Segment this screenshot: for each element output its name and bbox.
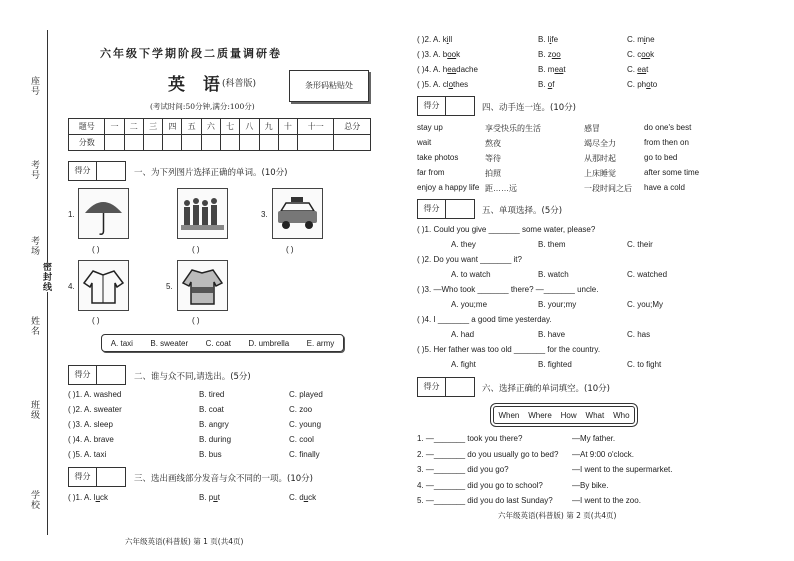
match-chinese-right[interactable]: 竭尽全力 [584, 139, 616, 148]
score-table-header-cell: 二 [124, 119, 143, 135]
underlined-letters: u [303, 493, 309, 502]
choice-question[interactable]: ( )2. Do you want _______ it? [417, 255, 522, 264]
word-who: Who [613, 410, 630, 420]
option-b: B. angry [199, 420, 229, 429]
word-part: C. d [289, 493, 304, 502]
score-cell[interactable] [259, 135, 278, 151]
fill-word-box [493, 406, 635, 424]
word-part: ( )1. A. l [68, 493, 96, 502]
underlined-letters: i [643, 35, 646, 44]
score-cell[interactable] [124, 135, 143, 151]
seal-line-label: 密封线 [41, 262, 51, 292]
underlined-letters: o [547, 80, 553, 89]
fill-answer: —I went to the zoo. [572, 496, 641, 505]
coat-picture [78, 260, 129, 311]
word-part: B. l [538, 35, 550, 44]
army-picture [177, 188, 228, 239]
option-c: C. finally [289, 450, 320, 459]
option-c: C. zoo [289, 405, 313, 414]
taxi-picture [272, 188, 323, 239]
class-label: 班级 [29, 400, 39, 420]
option-b: B. tired [199, 390, 225, 399]
section2-heading: 二、谁与众不同,请选出。(5分) [134, 372, 251, 382]
word-part: t [563, 65, 566, 74]
pic-number-4: 4. [68, 282, 75, 291]
match-chinese-left[interactable]: 等待 [485, 154, 501, 163]
option-b: B. during [199, 435, 232, 444]
section2-score-box[interactable] [68, 365, 126, 385]
score-table-header-cell: 十 [278, 119, 297, 135]
choice-question[interactable]: ( )5. Her father was too old _______ for the country. [417, 345, 601, 354]
exam-title: 六年级下学期阶段二质量调研卷 [100, 47, 282, 60]
choice-option-b: B. your;my [538, 300, 577, 309]
fill-answer: —I went to the supermarket. [572, 465, 673, 474]
score-table-header-cell: 题号 [69, 119, 105, 135]
choice-option-a: A. you;me [451, 300, 488, 309]
name-label: 姓名 [29, 316, 39, 336]
option-sweater: B. sweater [150, 338, 189, 348]
option-c [627, 50, 654, 59]
choice-question[interactable]: ( )1. Could you give _______ some water, please? [417, 225, 596, 234]
answer-paren-3[interactable]: ( ) [286, 245, 294, 254]
underlined-letters: ea [447, 65, 457, 74]
answer-paren-4[interactable]: ( ) [92, 316, 100, 325]
option-c [627, 65, 648, 74]
seat-number-label: 座号 [29, 76, 39, 96]
word-how: How [560, 410, 577, 420]
barcode-area: 条形码粘贴处 [289, 70, 369, 102]
option-b [538, 80, 554, 89]
exam-info: (考试时间:50分钟,满分:100分) [150, 102, 255, 111]
page1-footer: 六年级英语(科普版) 第 1 页(共4页) [125, 537, 244, 546]
score-table-row-label: 分数 [69, 135, 105, 151]
fill-answer: —My father. [572, 434, 616, 443]
match-english-right[interactable]: have a cold [644, 183, 685, 192]
match-english-right[interactable]: from then on [644, 138, 689, 147]
option-b [538, 35, 558, 44]
word-part: ( )3. A. b [417, 50, 448, 59]
match-english-left[interactable]: stay up [417, 123, 443, 132]
option-c [627, 35, 655, 44]
match-english-left[interactable]: far from [417, 168, 445, 177]
option-taxi: A. taxi [110, 338, 133, 348]
choice-option-a: A. had [451, 330, 475, 339]
word-part: k [456, 50, 461, 59]
fill-question[interactable]: 1. —_______ took you there? [417, 434, 523, 443]
score-table-header-cell: 四 [163, 119, 182, 135]
word-part: to [650, 80, 658, 89]
section6-score-box[interactable] [417, 377, 475, 397]
choice-option-b: B. fighted [538, 360, 572, 369]
underlined-letters: o [448, 80, 454, 89]
section4-heading: 四、动手连一连。(10分) [482, 103, 576, 113]
word-part: k [650, 50, 655, 59]
match-english-left[interactable]: take photos [417, 153, 459, 162]
choice-option-c: C. watched [627, 270, 668, 279]
word-part: ck [100, 493, 109, 502]
match-english-right[interactable]: after some time [644, 168, 700, 177]
pronunciation-question[interactable] [417, 35, 452, 44]
underlined-letters: i [549, 35, 552, 44]
underlined-letters: ea [637, 65, 647, 74]
option-c [627, 80, 657, 89]
choice-question[interactable]: ( )4. I _______ a good time yesterday. [417, 315, 552, 324]
score-label: 得分 [69, 366, 97, 384]
choice-option-c: C. you;My [627, 300, 664, 309]
word-what: What [585, 410, 605, 420]
choice-option-b: B. watch [538, 270, 569, 279]
option-c: C. played [289, 390, 323, 399]
choice-option-c: C. to fight [627, 360, 662, 369]
underlined-letters: ea [554, 65, 564, 74]
school-label: 学校 [29, 490, 39, 510]
underlined-letters: oo [447, 50, 457, 59]
option-umbrella: D. umbrella [248, 338, 290, 348]
underlined-letters: o [646, 80, 651, 89]
score-cell[interactable] [334, 135, 371, 151]
score-label: 得分 [418, 378, 446, 396]
word-part: t [217, 493, 220, 502]
score-cell[interactable] [298, 135, 334, 151]
section1-score-box[interactable] [68, 161, 126, 181]
match-english-right[interactable]: do one's best [644, 123, 692, 132]
score-cell[interactable] [105, 135, 124, 151]
underlined-letters: u [213, 493, 218, 502]
match-chinese-right[interactable]: 一段时间之后 [584, 184, 632, 193]
choice-option-c: C. their [627, 240, 653, 249]
option-coat: C. coat [205, 338, 231, 348]
fill-question[interactable]: 2. —_______ do you usually go to bed? [417, 449, 559, 459]
pic-number-5: 5. [166, 282, 173, 291]
fill-question[interactable]: 5. —_______ did you do last Sunday? [417, 496, 553, 505]
word-part: B. [538, 80, 548, 89]
choice-option-a: A. to watch [451, 270, 491, 279]
score-table-header-cell: 六 [201, 119, 220, 135]
word-part: ll [448, 35, 453, 44]
pronunciation-question[interactable] [417, 50, 460, 59]
option-c: C. cool [289, 435, 314, 444]
pic-number-3: 3. [261, 210, 268, 219]
score-table [68, 118, 371, 151]
score-cell[interactable] [240, 135, 259, 151]
odd-one-question[interactable]: ( )5. A. taxi [68, 450, 107, 459]
score-cell[interactable] [221, 135, 240, 151]
match-chinese-left[interactable]: 享受快乐的生活 [485, 124, 541, 133]
match-chinese-left[interactable]: 距……远 [485, 184, 517, 193]
word-when: When [498, 410, 520, 420]
score-table-header-cell: 十一 [298, 119, 334, 135]
match-chinese-right[interactable]: 感冒 [584, 124, 600, 133]
word-part: thes [453, 80, 469, 89]
match-chinese-right[interactable]: 从那时起 [584, 154, 616, 163]
section6-heading: 六、选择正确的单词填空。(10分) [482, 384, 610, 394]
match-chinese-left[interactable]: 熬夜 [485, 139, 501, 148]
word-part: ( )2. A. k [417, 35, 447, 44]
score-cell[interactable] [143, 135, 162, 151]
pronunciation-question[interactable] [68, 493, 108, 502]
match-english-left[interactable]: enjoy a happy life [417, 183, 480, 192]
score-cell[interactable] [182, 135, 201, 151]
exam-room-label: 考场 [29, 236, 39, 256]
odd-one-question[interactable]: ( )2. A. sweater [68, 405, 122, 414]
option-c [289, 493, 316, 502]
pronunciation-question[interactable] [417, 65, 478, 74]
score-cell[interactable] [163, 135, 182, 151]
choice-option-a: A. they [451, 240, 476, 249]
score-label: 得分 [418, 200, 446, 218]
word-part: B. p [199, 493, 214, 502]
choice-option-c: C. has [627, 330, 651, 339]
section3-heading: 三、选出画线部分发音与众不同的一项。(10分) [134, 474, 313, 484]
word-part: B. z [538, 50, 552, 59]
score-cell[interactable] [201, 135, 220, 151]
fill-question[interactable]: 4. —_______ did you go to school? [417, 480, 543, 490]
section1-heading: 一、为下列图片选择正确的单词。(10分) [134, 168, 288, 178]
score-cell[interactable] [278, 135, 297, 151]
section5-score-box[interactable] [417, 199, 475, 219]
score-table-header-cell: 五 [182, 119, 201, 135]
pronunciation-question[interactable] [417, 80, 468, 89]
section4-score-box[interactable] [417, 96, 475, 116]
option-b [199, 493, 220, 502]
exam-number-label: 考号 [29, 160, 39, 180]
word-part: dache [456, 65, 478, 74]
word-part: C. c [627, 50, 642, 59]
option-b: B. bus [199, 450, 222, 459]
match-chinese-right[interactable]: 上床睡觉 [584, 169, 616, 178]
odd-one-question[interactable]: ( )1. A. washed [68, 390, 122, 399]
match-english-right[interactable]: go to bed [644, 153, 678, 162]
answer-paren-2[interactable]: ( ) [192, 245, 200, 254]
choice-option-b: B. them [538, 240, 566, 249]
edition-label: (科普版) [222, 79, 257, 89]
score-label: 得分 [69, 162, 97, 180]
word-part: fe [551, 35, 559, 44]
underlined-letters: oo [551, 50, 561, 59]
fill-question[interactable]: 3. —_______ did you go? [417, 465, 509, 474]
score-label: 得分 [418, 97, 446, 115]
page2-footer: 六年级英语(科普版) 第 2 页(共4页) [498, 511, 617, 520]
word-part: ck [308, 493, 317, 502]
word-part: t [646, 65, 649, 74]
section5-heading: 五、单项选择。(5分) [482, 206, 563, 216]
choice-option-b: B. have [538, 330, 566, 339]
odd-one-question[interactable]: ( )4. A. brave [68, 435, 114, 444]
score-table-header-cell: 三 [143, 119, 162, 135]
choice-option-a: A. fight [451, 360, 476, 369]
score-table-header-cell: 九 [259, 119, 278, 135]
word-part: C. [627, 65, 638, 74]
fill-answer: —At 9:00 o'clock. [572, 449, 634, 459]
underlined-letters: i [446, 35, 449, 44]
choice-question[interactable]: ( )3. —Who took _______ there? —_______ uncle. [417, 285, 599, 294]
match-chinese-left[interactable]: 拍照 [485, 169, 501, 178]
answer-paren-5[interactable]: ( ) [192, 316, 200, 325]
sweater-picture [177, 260, 228, 311]
subject-title: 英 语 [168, 75, 226, 95]
word-where: Where [528, 410, 552, 420]
score-table-header-cell: 八 [240, 119, 259, 135]
underlined-letters: oo [641, 50, 651, 59]
word-part: f [552, 80, 555, 89]
option-army: E. army [306, 338, 335, 348]
odd-one-question[interactable]: ( )3. A. sleep [68, 420, 113, 429]
umbrella-picture [78, 188, 129, 239]
fill-answer: —By bike. [572, 480, 609, 490]
score-label: 得分 [69, 468, 97, 486]
word-part: ( )5. A. cl [417, 80, 449, 89]
score-table-header-cell: 一 [105, 119, 124, 135]
word-part: ne [645, 35, 655, 44]
underlined-letters: u [95, 493, 101, 502]
word-part: B. m [538, 65, 555, 74]
score-table-header-cell: 七 [221, 119, 240, 135]
option-b [538, 65, 566, 74]
score-table-header-cell: 总分 [334, 119, 371, 135]
word-options-box [101, 334, 344, 352]
answer-paren-1[interactable]: ( ) [92, 245, 100, 254]
section3-score-box[interactable] [68, 467, 126, 487]
option-b: B. coat [199, 405, 224, 414]
option-c: C. young [289, 420, 322, 429]
word-part: ( )4. A. h [417, 65, 448, 74]
pic-number-1: 1. [68, 210, 75, 219]
match-english-left[interactable]: wait [417, 138, 432, 147]
word-part: C. ph [627, 80, 647, 89]
word-part: C. m [627, 35, 644, 44]
option-b [538, 50, 561, 59]
